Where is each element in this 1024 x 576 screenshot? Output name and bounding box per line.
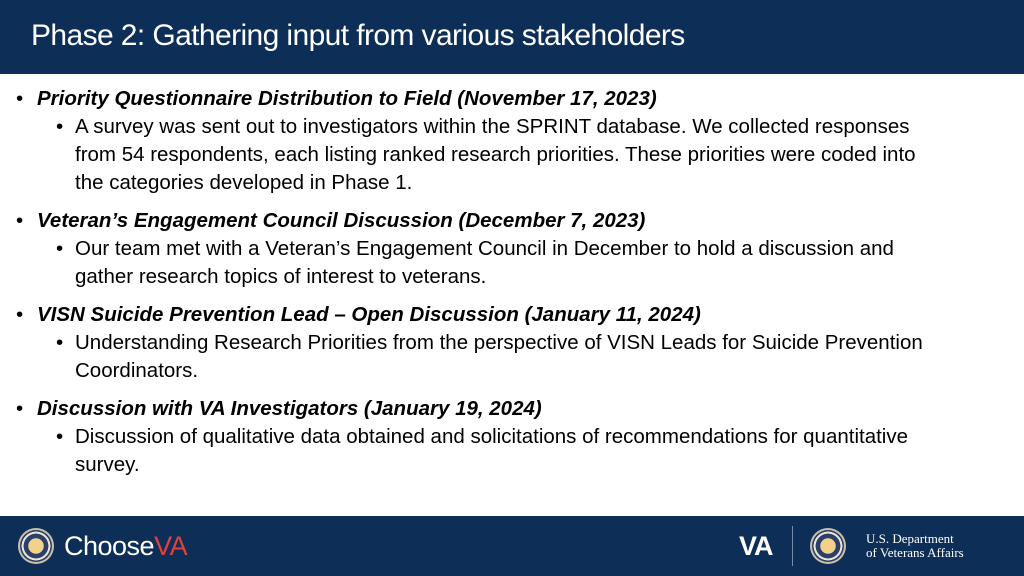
choose-va-text: VA xyxy=(154,531,188,561)
footer-bar xyxy=(0,516,1024,576)
section-heading xyxy=(0,207,1024,235)
section-detail-text: Discussion of qualitative data obtained and solicitations of recommendations for quantitative survey. xyxy=(75,425,909,476)
footer-divider xyxy=(792,526,793,566)
section-heading xyxy=(0,395,1024,423)
bullet-icon: • xyxy=(16,87,24,110)
bullet-icon: • xyxy=(16,209,24,232)
section-detail-text: Understanding Research Priorities from the perspective of VISN Leads for Suicide Prevention Coordinators. xyxy=(75,331,923,382)
section-detail xyxy=(0,235,935,291)
section-detail xyxy=(0,423,935,479)
bullet-icon: • xyxy=(56,237,64,260)
department-line-1: U.S. Department xyxy=(866,531,954,546)
bullet-icon: • xyxy=(56,331,64,354)
section-heading-text: Veteran’s Engagement Council Discussion (December 7, 2023) xyxy=(37,209,646,232)
va-seal-icon xyxy=(810,528,846,564)
section-heading-text: Discussion with VA Investigators (January 19, 2024) xyxy=(37,397,542,420)
section-detail-text: Our team met with a Veteran’s Engagement Council in December to hold a discussion and gather research topics of interest to veterans. xyxy=(75,237,894,288)
slide-body xyxy=(0,85,1024,479)
va-seal-icon xyxy=(18,528,54,564)
slide-title: Phase 2: Gathering input from various stakeholders xyxy=(31,19,685,52)
section-heading-text: Priority Questionnaire Distribution to Field (November 17, 2023) xyxy=(37,87,657,110)
title-bar xyxy=(0,0,1024,74)
section-heading-text: VISN Suicide Prevention Lead – Open Discussion (January 11, 2024) xyxy=(37,303,701,326)
choose-va-logo xyxy=(64,530,187,562)
bullet-icon: • xyxy=(16,303,24,326)
section-detail xyxy=(0,329,935,385)
department-name xyxy=(866,532,964,560)
section-detail-text: A survey was sent out to investigators within the SPRINT database. We collected responses from 54 respondents, each listing ranked research priorities. These priorities were coded into the categories developed in Phase 1. xyxy=(75,115,916,194)
bullet-icon: • xyxy=(56,425,64,448)
va-logo: VA xyxy=(739,531,773,561)
section-detail xyxy=(0,113,935,197)
bullet-icon: • xyxy=(16,397,24,420)
department-line-2: of Veterans Affairs xyxy=(866,545,964,560)
choose-text: Choose xyxy=(64,531,155,561)
section-heading xyxy=(0,301,1024,329)
section-heading xyxy=(0,85,1024,113)
bullet-icon: • xyxy=(56,115,64,138)
